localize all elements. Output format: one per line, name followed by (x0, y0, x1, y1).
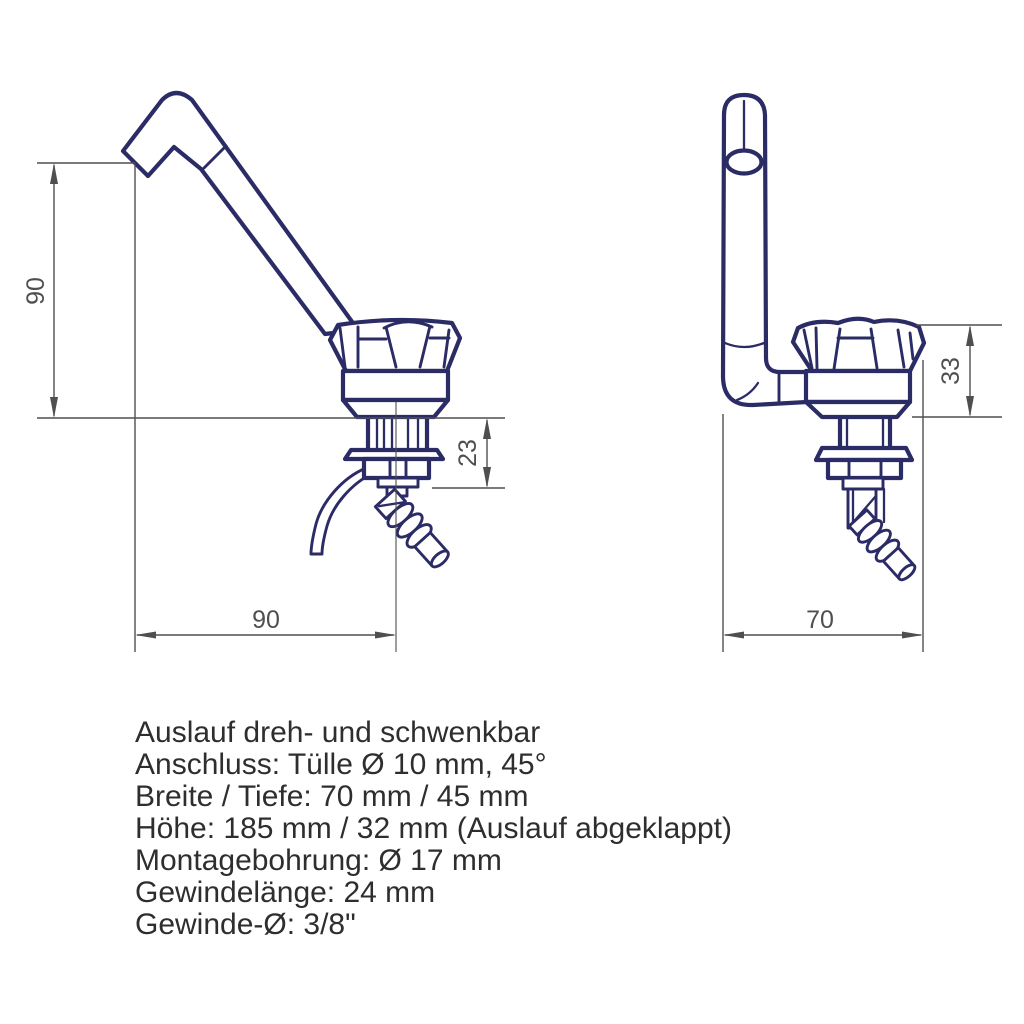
spec-line-4: Höhe: 185 mm / 32 mm (Auslauf abgeklappt) (135, 812, 732, 845)
spec-line-2: Anschluss: Tülle Ø 10 mm, 45° (135, 748, 547, 781)
dim-side-height-90 (22, 163, 135, 652)
spout-opening (727, 151, 762, 174)
body-base (806, 402, 910, 417)
dim-label-side-width: 90 (252, 606, 280, 634)
spout-outline (123, 93, 358, 334)
spec-line-1: Auslauf dreh- und schwenkbar (135, 716, 541, 749)
side-view-drawing (123, 93, 460, 573)
dim-label-front-height: 33 (937, 357, 965, 385)
barb-neck (843, 478, 883, 489)
spec-line-3: Breite / Tiefe: 70 mm / 45 mm (135, 780, 529, 813)
front-view-drawing (723, 95, 924, 585)
thread-section (368, 419, 427, 451)
mounting-nut (828, 460, 901, 478)
spec-list (135, 716, 732, 941)
spout-tube-outline (723, 95, 807, 405)
dim-side-width-90 (135, 402, 396, 652)
spec-line-6: Gewindelänge: 24 mm (135, 876, 436, 909)
hose-barb (373, 488, 454, 573)
spec-line-7: Gewinde-Ø: 3/8" (135, 908, 356, 941)
body-upper (806, 371, 910, 402)
supply-cable (311, 468, 373, 554)
spec-line-5: Montagebohrung: Ø 17 mm (135, 844, 502, 877)
dim-label-thread-depth: 23 (454, 439, 482, 467)
dim-label-front-width: 70 (806, 606, 834, 634)
thread-section (840, 419, 890, 448)
dim-label-side-height: 90 (22, 277, 50, 305)
dim-front-height-33 (912, 325, 1002, 417)
dim-thread-depth-23 (432, 418, 505, 488)
body-upper (343, 371, 448, 400)
